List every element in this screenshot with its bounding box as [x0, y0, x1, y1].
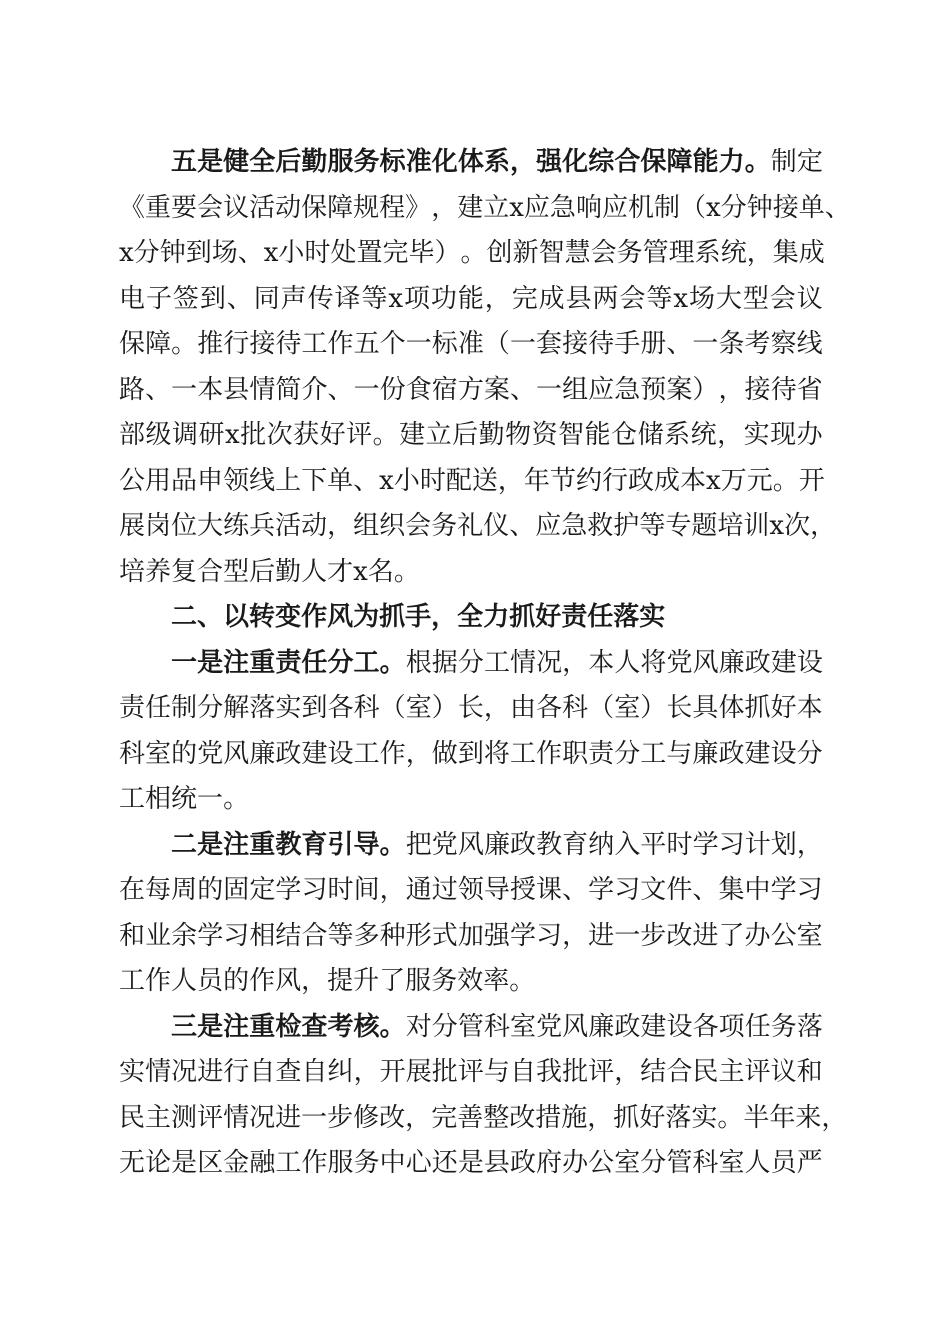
text-line: 工 作 人 员 的 作 风 ， 提 升 了 服 务 效 率 。 [119, 966, 536, 996]
text-line: 科 室 的 党 风 廉 政 建 设 工 作 ， 做 到 将 工 作 职 责 分 工 与 廉 政 建 设 分 [119, 738, 823, 769]
paragraph-5 [119, 140, 851, 595]
text-line: x 分 钟 到 场 、 x 小 时 处 置 完 毕 ） 。 创 新 智 慧 会 务 管 理 系 统 ， 集 成 [119, 238, 825, 268]
text-line: 保 障 。 推 行 接 待 工 作 五 个 一 标 准 （ 一 套 接 待 手 册 、 一 条 考 察 线 [119, 329, 823, 359]
paragraph-1 [119, 641, 823, 823]
paragraph-2 [119, 823, 823, 1005]
text-line: 《 重 要 会 议 活 动 保 障 规 程 》 ， 建 立 x 应 急 响 应 机 制 （ x 分 钟 接 单 、 [119, 192, 851, 223]
text-line: 二 是 注 重 教 育 引 导 。 把 党 风 廉 政 教 育 纳 入 平 时 学 习 计 划 ， [171, 829, 823, 860]
text-line: 三 是 注 重 检 查 考 核 。 对 分 管 科 室 党 风 廉 政 建 设 各 项 任 务 落 [171, 1011, 823, 1042]
text-line: 在 每 周 的 固 定 学 习 时 间 ， 通 过 领 导 授 课 、 学 习 文 件 、 集 中 学 习 [119, 875, 823, 905]
paragraph-3 [119, 1005, 848, 1187]
text-line: 公 用 品 申 领 线 上 下 单 、 x 小 时 配 送 ， 年 节 约 行 政 成 本 x 万 元 。 开 [119, 465, 825, 496]
text-line: 实 情 况 进 行 自 查 自 纠 ， 开 展 批 评 与 自 我 批 评 ， 结 合 民 主 评 议 和 [119, 1057, 823, 1087]
text-line: 工 相 统 一 。 [119, 784, 250, 814]
text-line: 展 岗 位 大 练 兵 活 动 ， 组 织 会 务 礼 仪 、 应 急 救 护 等 专 题 培 训 x 次 ， [119, 511, 837, 541]
text-line: 电 子 签 到 、 同 声 传 译 等 x 项 功 能 ， 完 成 县 两 会 等 x 场 大 型 会 议 [119, 283, 823, 314]
text-line: 责 任 制 分 解 落 实 到 各 科 （ 室 ） 长 ， 由 各 科 （ 室 ） 长 具 体 抓 好 本 [119, 693, 823, 723]
text-line: 民 主 测 评 情 况 进 一 步 修 改 ， 完 善 整 改 措 施 ， 抓 好 落 实 。 半 年 来 ， [119, 1102, 848, 1133]
document-page [119, 140, 851, 1187]
text-line: 和 业 余 学 习 相 结 合 等 多 种 形 式 加 强 学 习 ， 进 一 步 改 进 了 办 公 室 [119, 920, 823, 951]
text-line: 无 论 是 区 金 融 工 作 服 务 中 心 还 是 县 政 府 办 公 室 分 管 科 室 人 员 严 [119, 1148, 823, 1178]
text-line: 培 养 复 合 型 后 勤 人 才 x 名 。 [119, 556, 420, 587]
text-line: 部 级 调 研 x 批 次 获 好 评 。 建 立 后 勤 物 资 智 能 仓 储 系 统 ， 实 现 办 [119, 420, 823, 450]
section-heading: 二 、 以 转 变 作 风 为 抓 手 ， 全 力 抓 好 责 任 落 实 [171, 602, 666, 632]
text-line: 路 、 一 本 县 情 简 介 、 一 份 食 宿 方 案 、 一 组 应 急 预 案 ） ， 接 待 省 [119, 374, 823, 405]
text-line: 五 是 健 全 后 勤 服 务 标 准 化 体 系 ， 强 化 综 合 保 障 能 力 。 制 定 [171, 147, 823, 177]
text-line: 一 是 注 重 责 任 分 工 。 根 据 分 工 情 况 ， 本 人 将 党 风 廉 政 建 设 [171, 647, 823, 678]
